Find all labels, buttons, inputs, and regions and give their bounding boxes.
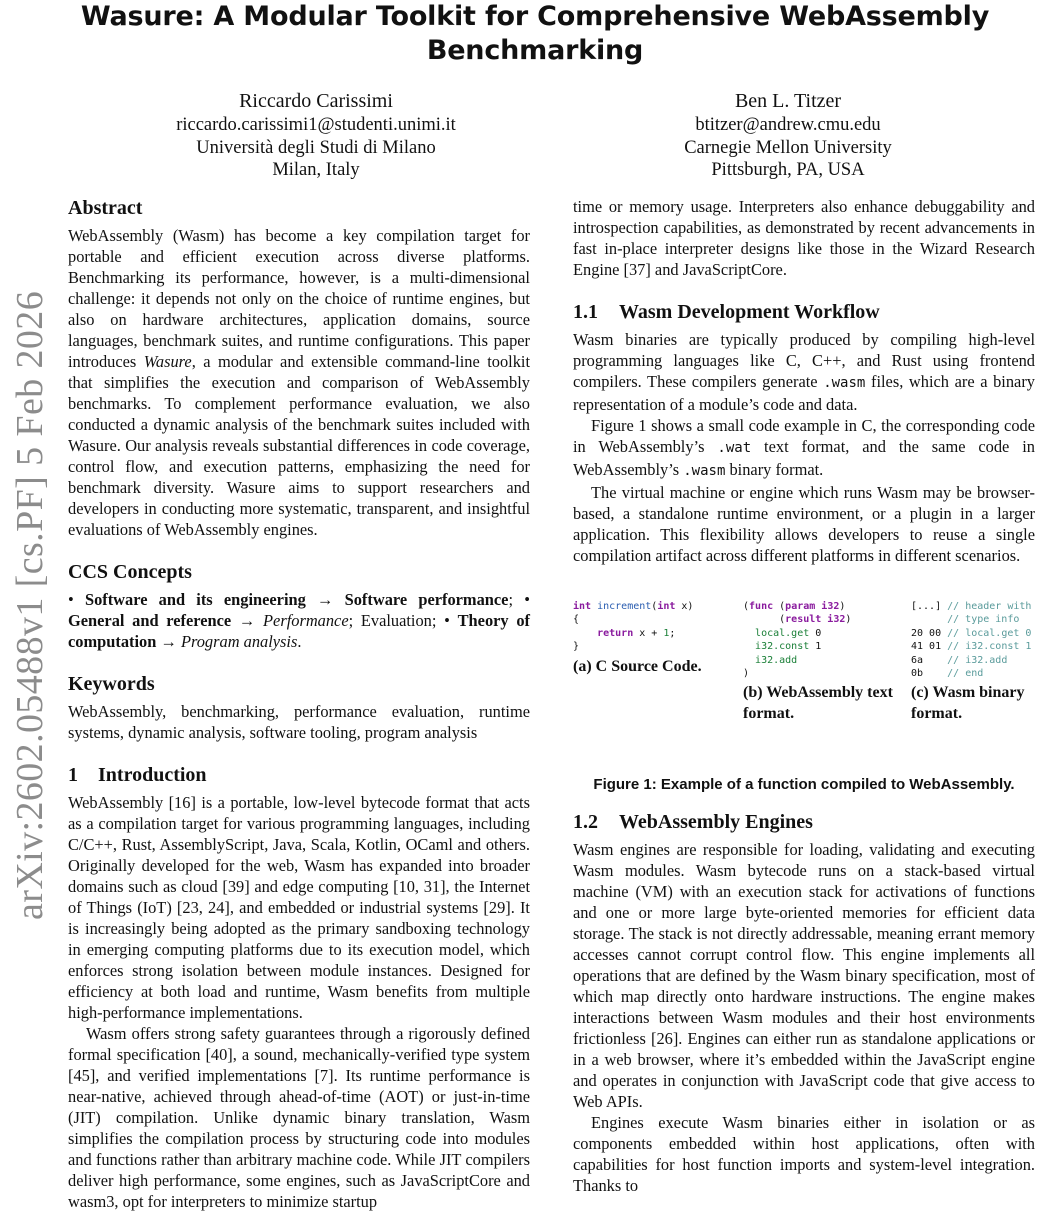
wat-code: (func (param i32) (result i32) local.get 0 i32.const 1 i32.add ): [743, 601, 852, 680]
ccs-heading: CCS Concepts: [68, 561, 192, 583]
author-email: btitzer@andrew.cmu.edu: [695, 115, 881, 135]
author-affiliation: Università degli Studi di Milano: [196, 137, 436, 158]
arxiv-identifier: arXiv:2602.05488v1 [cs.PF] 5 Feb 2026: [9, 290, 51, 920]
author-location: Pittsburgh, PA, USA: [711, 160, 865, 180]
section-heading-introduction: 1 Introduction: [68, 764, 207, 786]
subcaption-b: (b) WebAssembly text format.: [743, 684, 893, 722]
wasm-binary-code: [...] // header with // type info 20 00 // local.get 0 41 01 // i32.const 1 6a // i32.add 0b // end: [911, 601, 1032, 680]
paragraph: The virtual machine or engine which runs Wasm may be browser-based, a standalone runtime environment, or a plugin in a larger application. This flexibility allows developers to reuse a single compilation artifact across different platforms in different scenarios.: [573, 483, 1035, 565]
keywords-text: WebAssembly, benchmarking, performance evaluation, runtime systems, dynamic analysis, software tooling, program analysis: [68, 702, 530, 742]
figure-caption: Figure 1: Example of a function compiled to WebAssembly.: [593, 776, 1015, 793]
paragraph: Wasm binaries are typically produced by compiling high-level programming languages like C, C++, and Rust using frontend compilers. These compilers generate .wasm files, which are a binary representation of a module’s code and data.: [573, 330, 1035, 414]
left-column: [68, 196, 530, 1212]
paragraph: WebAssembly [16] is a portable, low-level bytecode format that acts as a compilation target for various programming languages, including C/C++, Rust, AssemblyScript, Java, Scala, Kotlin, OCaml and others. Originally developed for the web, Wasm has expanded into broader domains such as cloud [39] and edge computing [10, 31], the Internet of Things (IoT) [23, 24], and embedded or industrial systems [29]. It is increasingly being adopted as the primary sandboxing technology in emerging computing platforms due to its execution model, which enforces strong isolation between module instances. Designed for efficiency at both load and runtime, Wasm benefits from multiple high-performance implementations.: [68, 793, 530, 1022]
author-block-1: [106, 88, 526, 182]
author-name: Riccardo Carissimi: [239, 90, 393, 112]
subcaption-a: (a) C Source Code.: [573, 658, 702, 675]
author-affiliation: Carnegie Mellon University: [684, 137, 892, 158]
page-title: Wasure: A Modular Toolkit for Comprehensive WebAssembly Benchmarking: [80, 1, 990, 66]
author-location: Milan, Italy: [272, 160, 360, 180]
tool-name: Wasure: [143, 352, 192, 371]
section-heading-1-2: 1.2 WebAssembly Engines: [573, 811, 813, 833]
c-source-code: int increment(int x) { return x + 1; }: [573, 601, 694, 653]
abstract-text: WebAssembly (Wasm) has become a key compilation target for portable and efficient execution across diverse platforms. Benchmarking its performance, however, is a multi-dimensional challenge: it depends not only on the choice of runtime engines, but also on hardware architectures, application domains, source languages, benchmark suites, and runtime configurations. This paper introduces Wasure, a modular and extensible command-line toolkit that simplifies the execution and comparison of WebAssembly benchmarks. To complement performance evaluation, we also conducted a dynamic analysis of the benchmark suites included with Wasure. Our analysis reveals substantial differences in code coverage, control flow, and execution patterns, emphasizing the need for benchmark diversity. Wasure aims to support researchers and developers in conducting more systematic, transparent, and insightful evaluations of WebAssembly engines.: [68, 226, 531, 539]
section-heading-1-1: 1.1 Wasm Development Workflow: [573, 301, 880, 323]
author-block-2: [578, 88, 998, 182]
author-name: Ben L. Titzer: [734, 90, 842, 112]
paragraph: Engines execute Wasm binaries either in isolation or as components embedded within host applications, often with capabilities for host function imports and system-level integration. Thanks to: [573, 1113, 1035, 1195]
subcaption-c: (c) Wasm binary format.: [911, 684, 1025, 722]
author-email: riccardo.carissimi1@studenti.unimi.it: [176, 115, 456, 135]
abstract-heading: Abstract: [68, 197, 143, 219]
paragraph: time or memory usage. Interpreters also enhance debuggability and introspection capabilities, as demonstrated by recent advancements in fast in-place interpreter designs like those in the Wizard Research Engine [37] and JavaScriptCore.: [573, 197, 1035, 279]
ccs-concepts: • Software and its engineering → Software performance; • General and reference → Performance; Evaluation; • Theory of computation → Program analysis.: [68, 590, 530, 651]
paragraph: Wasm engines are responsible for loading, validating and executing Wasm modules. Wasm bytecode runs on a stack-based virtual machine (VM) with an execution stack for activations of functions and one or more large byte-oriented memories for efficient data storage. The stack is not directly addressable, meaning errant memory accesses cannot corrupt control flow. This engine implements all operations that are defined by the Wasm binary specification, most of which map directly onto hardware instructions. The engine makes interactions between Wasm modules and their host environments frictionless [26]. Engines can either run as standalone applications or in a web browser, where it’s embedded within the JavaScript engine and operates in conjunction with JavaScript code that give access to Web APIs.: [573, 840, 1035, 1111]
paragraph: Wasm offers strong safety guarantees through a rigorously defined formal specification [40], a sound, mechanically-verified type system [45], and verified implementations [7]. Its runtime performance is near-native, achieved through ahead-of-time (AOT) or just-in-time (JIT) compilation. Unlike dynamic binary translation, Wasm simplifies the compilation process by structuring code into modules and functions rather than arbitrary machine code. While JIT compilers deliver high performance, some engines, such as JavaScriptCore and wasm3, opt for interpreters to minimize startup: [68, 1024, 530, 1211]
right-column: [573, 196, 1035, 1196]
figure-1: [573, 600, 1035, 810]
paragraph: Figure 1 shows a small code example in C, the corresponding code in WebAssembly’s .wat text format, and the same code in WebAssembly’s .wasm binary format.: [573, 416, 1035, 479]
keywords-heading: Keywords: [68, 673, 155, 695]
